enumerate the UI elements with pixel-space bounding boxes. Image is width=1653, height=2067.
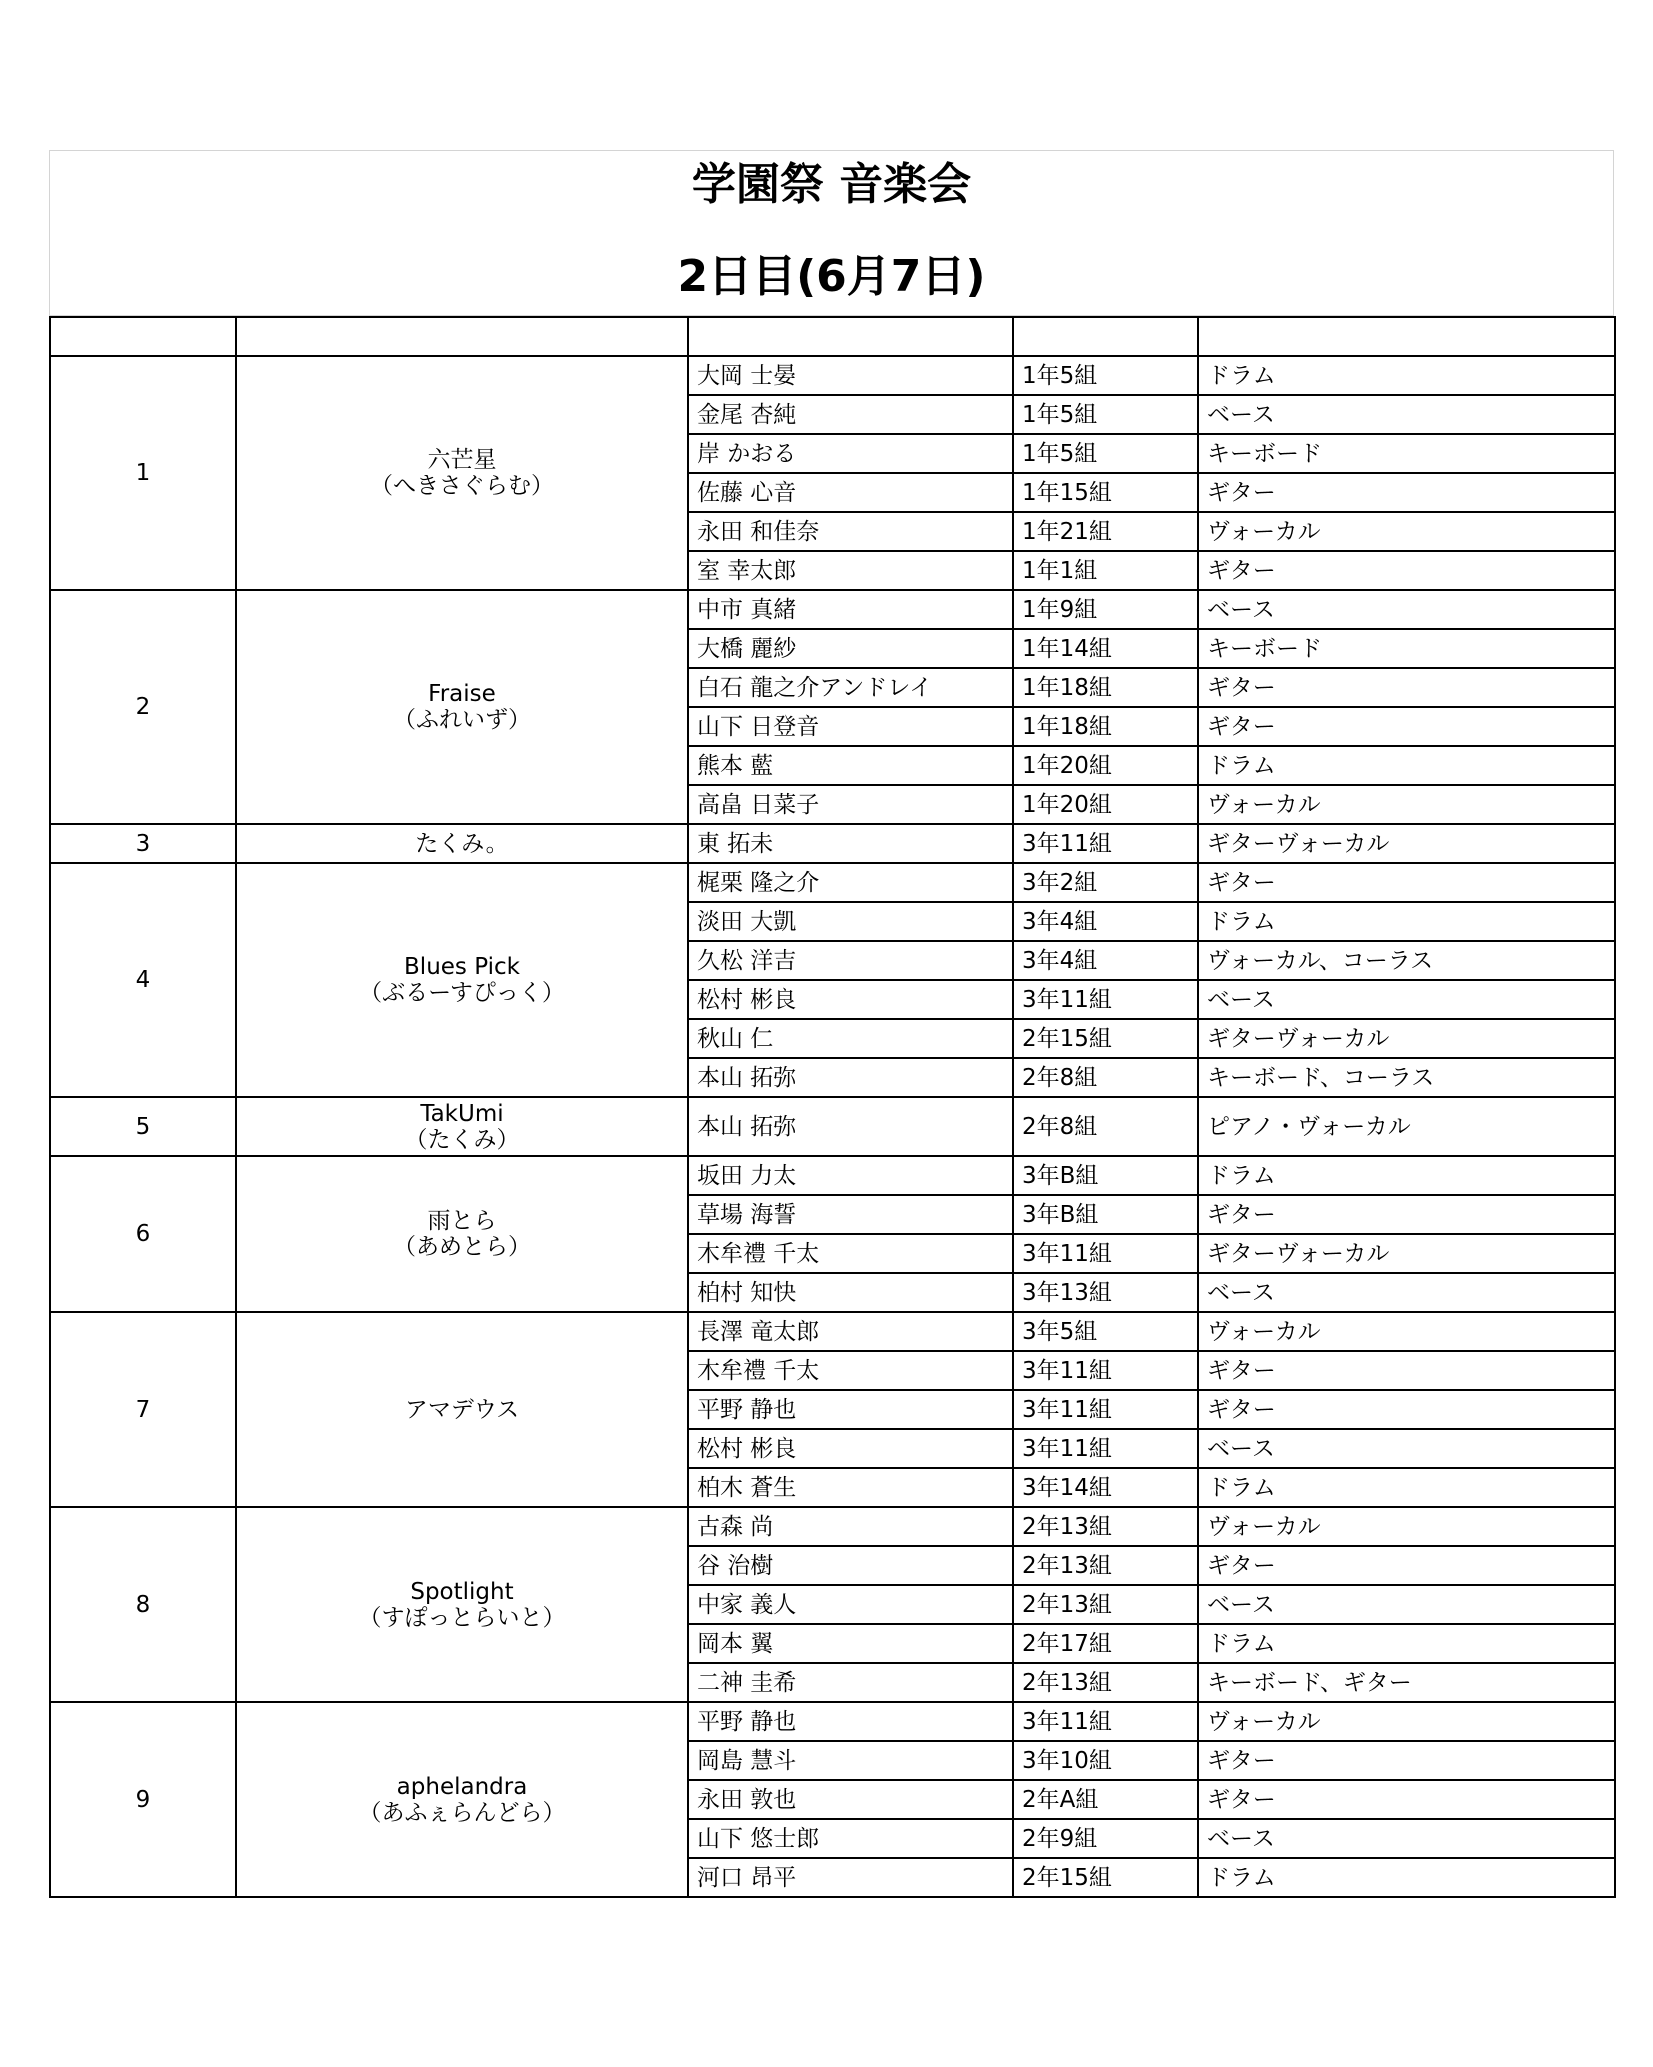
member-name: 大橋 麗紗 — [688, 629, 1013, 668]
member-class: 2年15組 — [1013, 1019, 1198, 1058]
member-part: キーボード — [1198, 629, 1615, 668]
band-reading: （ぶるーすぴっく） — [359, 980, 565, 1006]
member-row — [50, 1507, 1615, 1546]
member-name: 木牟禮 千太 — [688, 1234, 1013, 1273]
band-name-cell — [236, 590, 688, 824]
program-sheet — [49, 150, 1614, 1898]
member-class: 3年11組 — [1013, 1351, 1198, 1390]
member-name: 永田 敦也 — [688, 1780, 1013, 1819]
band-number: 4 — [50, 863, 236, 1097]
member-class: 3年B組 — [1013, 1156, 1198, 1195]
member-class: 1年18組 — [1013, 668, 1198, 707]
band-name: Spotlight — [410, 1578, 514, 1605]
member-part: ギター — [1198, 1390, 1615, 1429]
band-reading: （たくみ） — [404, 1126, 520, 1153]
member-class: 1年18組 — [1013, 707, 1198, 746]
member-row — [50, 356, 1615, 395]
member-row — [50, 590, 1615, 629]
page-title: 学園祭 音楽会 — [691, 159, 972, 210]
member-part: ヴォーカル、コーラス — [1198, 941, 1615, 980]
member-part: キーボード、コーラス — [1198, 1058, 1615, 1097]
member-name: 中家 義人 — [688, 1585, 1013, 1624]
band-name: Fraise — [428, 681, 496, 707]
band-name: aphelandra — [396, 1773, 528, 1800]
member-name: 本山 拓弥 — [688, 1097, 1013, 1156]
member-name: 二神 圭希 — [688, 1663, 1013, 1702]
member-part: ベース — [1198, 395, 1615, 434]
member-name: 梶栗 隆之介 — [688, 863, 1013, 902]
member-part: ギターヴォーカル — [1198, 1234, 1615, 1273]
member-part: ベース — [1198, 1819, 1615, 1858]
member-name: 木牟禮 千太 — [688, 1351, 1013, 1390]
member-part: ギター — [1198, 707, 1615, 746]
member-class: 2年8組 — [1013, 1058, 1198, 1097]
member-row — [50, 1156, 1615, 1195]
band-name: たくみ。 — [415, 830, 509, 857]
member-name: 山下 悠士郎 — [688, 1819, 1013, 1858]
member-name: 秋山 仁 — [688, 1019, 1013, 1058]
member-part: ギターヴォーカル — [1198, 1019, 1615, 1058]
band-number: 3 — [50, 824, 236, 863]
member-name: 久松 洋吉 — [688, 941, 1013, 980]
member-part: ドラム — [1198, 746, 1615, 785]
band-name: 雨とら — [427, 1208, 497, 1234]
band-name: 六芒星 — [427, 447, 497, 473]
member-class: 2年13組 — [1013, 1507, 1198, 1546]
member-part: ドラム — [1198, 902, 1615, 941]
member-part: ギター — [1198, 473, 1615, 512]
member-part: ギターヴォーカル — [1198, 824, 1615, 863]
member-name: 東 拓未 — [688, 824, 1013, 863]
member-class: 1年14組 — [1013, 629, 1198, 668]
member-class: 2年9組 — [1013, 1819, 1198, 1858]
member-part: ヴォーカル — [1198, 785, 1615, 824]
band-name-cell — [236, 356, 688, 590]
band-number: 1 — [50, 356, 236, 590]
member-name: 本山 拓弥 — [688, 1058, 1013, 1097]
member-part: ベース — [1198, 1429, 1615, 1468]
member-row — [50, 1097, 1615, 1156]
member-part: ギター — [1198, 863, 1615, 902]
member-class: 3年11組 — [1013, 980, 1198, 1019]
performance-table — [49, 316, 1616, 1898]
member-class: 2年8組 — [1013, 1097, 1198, 1156]
member-class: 1年20組 — [1013, 746, 1198, 785]
member-part: キーボード、ギター — [1198, 1663, 1615, 1702]
member-class: 3年5組 — [1013, 1312, 1198, 1351]
member-class: 2年13組 — [1013, 1546, 1198, 1585]
band-name-cell — [236, 824, 688, 863]
band-name-cell — [236, 1702, 688, 1897]
member-class: 2年15組 — [1013, 1858, 1198, 1897]
member-name: 岸 かおる — [688, 434, 1013, 473]
member-class: 3年4組 — [1013, 902, 1198, 941]
band-reading: （あふぇらんどら） — [358, 1799, 566, 1826]
band-number: 6 — [50, 1156, 236, 1312]
band-name-cell — [236, 1312, 688, 1507]
member-class: 1年5組 — [1013, 434, 1198, 473]
member-part: ギター — [1198, 1351, 1615, 1390]
member-part: ギター — [1198, 551, 1615, 590]
band-number: 8 — [50, 1507, 236, 1702]
member-name: 平野 静也 — [688, 1390, 1013, 1429]
member-class: 3年B組 — [1013, 1195, 1198, 1234]
band-number: 9 — [50, 1702, 236, 1897]
member-class: 3年4組 — [1013, 941, 1198, 980]
member-name: 古森 尚 — [688, 1507, 1013, 1546]
member-part: ベース — [1198, 590, 1615, 629]
member-part: ギター — [1198, 1195, 1615, 1234]
member-part: ヴォーカル — [1198, 512, 1615, 551]
member-class: 1年20組 — [1013, 785, 1198, 824]
member-part: ドラム — [1198, 356, 1615, 395]
member-name: 松村 彬良 — [688, 980, 1013, 1019]
member-class: 1年5組 — [1013, 356, 1198, 395]
member-name: 熊本 藍 — [688, 746, 1013, 785]
member-row — [50, 863, 1615, 902]
member-part: ギター — [1198, 1546, 1615, 1585]
band-name: Blues Pick — [404, 954, 520, 980]
member-name: 山下 日登音 — [688, 707, 1013, 746]
member-part: ヴォーカル — [1198, 1312, 1615, 1351]
member-class: 2年13組 — [1013, 1585, 1198, 1624]
member-class: 3年11組 — [1013, 1234, 1198, 1273]
member-part: ドラム — [1198, 1624, 1615, 1663]
band-name: アマデウス — [404, 1396, 520, 1423]
member-name: 金尾 杏純 — [688, 395, 1013, 434]
member-class: 2年A組 — [1013, 1780, 1198, 1819]
page-subtitle: 2日目(6月7日) — [677, 251, 986, 302]
member-part: ベース — [1198, 1585, 1615, 1624]
member-name: 長澤 竜太郎 — [688, 1312, 1013, 1351]
member-class: 3年2組 — [1013, 863, 1198, 902]
band-number: 7 — [50, 1312, 236, 1507]
member-name: 高畠 日菜子 — [688, 785, 1013, 824]
member-part: ピアノ・ヴォーカル — [1198, 1097, 1615, 1156]
member-name: 河口 昂平 — [688, 1858, 1013, 1897]
member-name: 淡田 大凱 — [688, 902, 1013, 941]
band-reading: （あめとら） — [393, 1234, 531, 1260]
member-class: 3年11組 — [1013, 1390, 1198, 1429]
member-part: ギター — [1198, 668, 1615, 707]
member-row — [50, 824, 1615, 863]
member-class: 1年5組 — [1013, 395, 1198, 434]
member-name: 白石 龍之介アンドレイ — [688, 668, 1013, 707]
member-part: ドラム — [1198, 1156, 1615, 1195]
spacer-row — [50, 317, 1615, 356]
member-row — [50, 1702, 1615, 1741]
member-class: 1年9組 — [1013, 590, 1198, 629]
member-part: ヴォーカル — [1198, 1507, 1615, 1546]
member-name: 中市 真緒 — [688, 590, 1013, 629]
member-name: 岡島 慧斗 — [688, 1741, 1013, 1780]
band-reading: （へきさぐらむ） — [370, 473, 554, 499]
member-class: 3年11組 — [1013, 824, 1198, 863]
member-class: 3年14組 — [1013, 1468, 1198, 1507]
member-class: 3年13組 — [1013, 1273, 1198, 1312]
member-part: ギター — [1198, 1741, 1615, 1780]
band-number: 2 — [50, 590, 236, 824]
band-name-cell — [236, 1507, 688, 1702]
band-name-cell — [236, 1156, 688, 1312]
member-part: ベース — [1198, 1273, 1615, 1312]
member-name: 谷 治樹 — [688, 1546, 1013, 1585]
member-name: 岡本 翼 — [688, 1624, 1013, 1663]
band-number: 5 — [50, 1097, 236, 1156]
title-block — [49, 150, 1614, 316]
member-name: 永田 和佳奈 — [688, 512, 1013, 551]
member-name: 室 幸太郎 — [688, 551, 1013, 590]
member-name: 大岡 士晏 — [688, 356, 1013, 395]
member-name: 柏木 蒼生 — [688, 1468, 1013, 1507]
member-class: 3年11組 — [1013, 1429, 1198, 1468]
member-part: ヴォーカル — [1198, 1702, 1615, 1741]
member-class: 1年15組 — [1013, 473, 1198, 512]
member-class: 3年11組 — [1013, 1702, 1198, 1741]
member-name: 平野 静也 — [688, 1702, 1013, 1741]
member-part: キーボード — [1198, 434, 1615, 473]
member-class: 1年21組 — [1013, 512, 1198, 551]
member-name: 佐藤 心音 — [688, 473, 1013, 512]
band-name-cell — [236, 863, 688, 1097]
member-row — [50, 1312, 1615, 1351]
band-name: TakUmi — [420, 1100, 504, 1127]
member-name: 松村 彬良 — [688, 1429, 1013, 1468]
member-name: 坂田 力太 — [688, 1156, 1013, 1195]
member-part: ベース — [1198, 980, 1615, 1019]
member-part: ドラム — [1198, 1468, 1615, 1507]
band-reading: （ふれいず） — [393, 707, 531, 733]
band-reading: （すぽっとらいと） — [358, 1604, 566, 1631]
member-class: 1年1組 — [1013, 551, 1198, 590]
member-name: 草場 海誓 — [688, 1195, 1013, 1234]
band-name-cell — [236, 1097, 688, 1156]
member-class: 3年10組 — [1013, 1741, 1198, 1780]
member-part: ドラム — [1198, 1858, 1615, 1897]
member-part: ギター — [1198, 1780, 1615, 1819]
member-name: 柏村 知快 — [688, 1273, 1013, 1312]
member-class: 2年17組 — [1013, 1624, 1198, 1663]
member-class: 2年13組 — [1013, 1663, 1198, 1702]
